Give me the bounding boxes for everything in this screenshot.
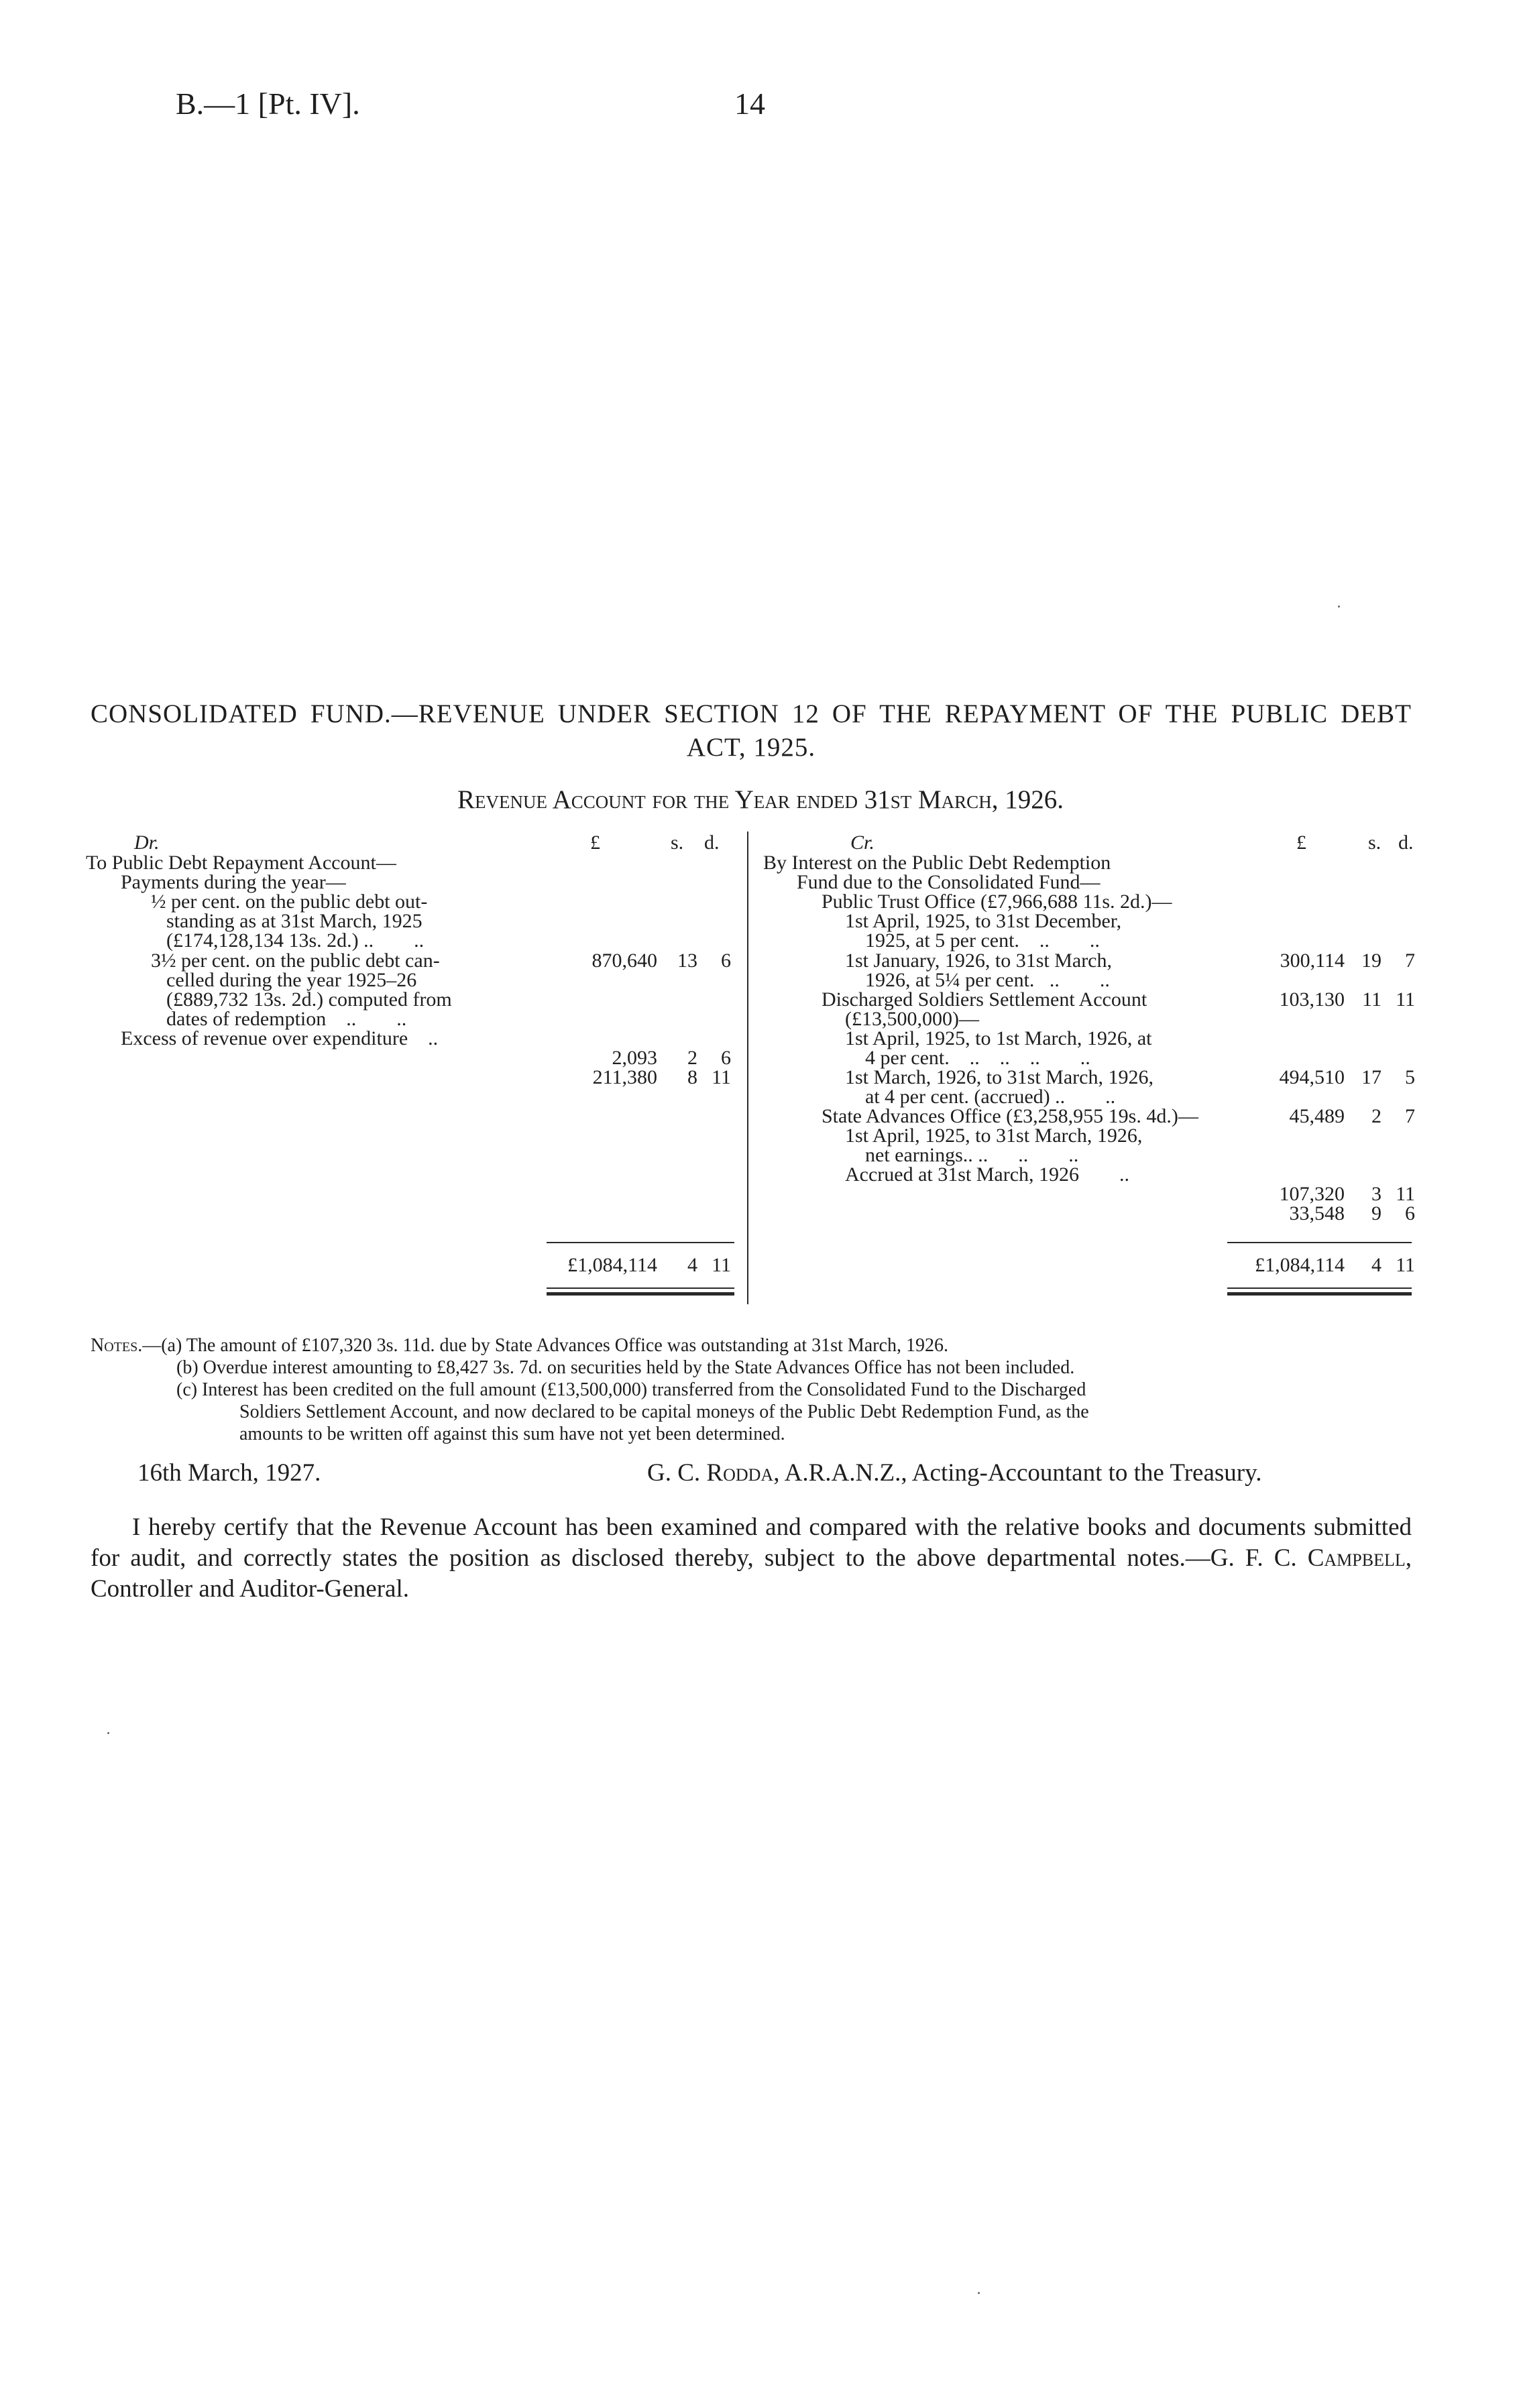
cr-line: 1926, at 5¼ per cent. .. .. [865,969,1110,991]
dr-line: Payments during the year— [121,871,346,893]
cr-line: 1st March, 1926, to 31st March, 1926, [845,1066,1153,1088]
cr-line: State Advances Office (£3,258,955 19s. 4d.)— [822,1105,1198,1127]
note-line: (b) Overdue interest amounting to £8,427 3s. 7d. on securities held by the State Advances Office has not been included. [176,1357,1075,1378]
cr-pence-header: d. [1398,832,1414,854]
audit-certificate [91,1512,1412,1605]
signatory-name: G. C. Rodda [647,1459,774,1487]
cr-amount-shillings: 17 [1361,1066,1382,1088]
note-line: (c) Interest has been credited on the full amount (£13,500,000) transferred from the Consolidated Fund to the Discharged [176,1379,1086,1400]
dr-total-pounds: £1,084,114 [567,1254,657,1276]
dr-shillings-header: s. [671,832,684,854]
cr-amount-pence: 6 [1405,1202,1415,1224]
cr-amount-pence: 5 [1405,1066,1415,1088]
cr-line: net earnings.. .. .. .. [865,1144,1079,1166]
signature-date: 16th March, 1927. [137,1459,321,1487]
cr-amount-pounds: 103,130 [1279,988,1345,1011]
dr-amount-shillings: 8 [687,1066,697,1088]
account-subtitle: Revenue Account for the Year ended 31st March, 1926. [457,785,1064,814]
dr-line: ½ per cent. on the public debt out- [151,891,428,913]
cr-amount-shillings: 2 [1371,1105,1382,1127]
signature [647,1458,1261,1487]
dr-total-rule [547,1242,734,1243]
dr-amount-pounds: 2,093 [612,1047,657,1069]
cr-line: (£13,500,000)— [845,1008,979,1030]
dr-line: Excess of revenue over expenditure .. [121,1027,439,1049]
scan-speck [1338,606,1340,608]
cr-line: 1st January, 1926, to 31st March, [845,950,1112,972]
signatory-title: , A.R.A.N.Z., Acting-Accountant to the Treasury. [773,1459,1262,1487]
note-line: Soldiers Settlement Account, and now declared to be capital moneys of the Public Debt Redemption Fund, as the [239,1401,1089,1422]
cr-line: 1925, at 5 per cent. .. .. [865,929,1100,952]
dr-line: standing as at 31st March, 1925 [166,910,422,932]
cr-amount-pence: 7 [1405,1105,1415,1127]
cr-pounds-header: £ [1296,832,1306,854]
dr-amount-pounds: 211,380 [592,1066,657,1088]
dr-line: 3½ per cent. on the public debt can- [151,950,440,972]
dr-amount-pence: 6 [721,1047,731,1069]
dr-label: Dr. [134,832,160,854]
cr-total-pounds: £1,084,114 [1255,1254,1345,1276]
cr-amount-shillings: 9 [1371,1202,1382,1224]
dr-amount-shillings: 13 [677,950,697,972]
cr-total-rule [1227,1242,1412,1243]
page-number: 14 [734,87,765,121]
scan-speck [107,1732,109,1734]
cr-double-rule-bottom [1227,1292,1412,1296]
note-line: Notes.—(a) The amount of £107,320 3s. 11d. due by State Advances Office was outstanding at 31st March, 1926. [91,1335,948,1356]
cr-line: 1st April, 1925, to 31st March, 1926, [845,1125,1143,1147]
scan-speck [978,2292,980,2294]
cr-amount-shillings: 11 [1362,988,1382,1011]
certificate-text: I hereby certify that the Revenue Account has been examined and compared with the relative books and documents submitted for audit, and correctly states the position as disclosed thereby, subject to the above departmental notes.— [91,1513,1412,1572]
cr-total-pence: 11 [1396,1254,1415,1276]
cr-amount-pounds: 494,510 [1279,1066,1345,1088]
dr-amount-shillings: 2 [687,1047,697,1069]
cr-shillings-header: s. [1368,832,1382,854]
auditor-name: G. F. C. Campbell [1210,1544,1406,1572]
cr-amount-shillings: 19 [1361,950,1382,972]
dr-pence-header: d. [704,832,720,854]
cr-amount-pounds: 45,489 [1289,1105,1345,1127]
dr-pounds-header: £ [590,832,600,854]
dr-line: To Public Debt Repayment Account— [86,852,396,874]
dr-amount-pounds: 870,640 [592,950,657,972]
cr-line: 1st April, 1925, to 31st December, [845,910,1122,932]
dr-line: dates of redemption .. .. [166,1008,407,1030]
cr-line: at 4 per cent. (accrued) .. .. [865,1086,1116,1108]
cr-line: 4 per cent. .. .. .. .. [865,1047,1090,1069]
document-reference: B.—1 [Pt. IV]. [176,87,360,121]
dr-double-rule-top [547,1287,734,1289]
cr-amount-shillings: 3 [1371,1183,1382,1205]
cr-line: Accrued at 31st March, 1926 .. [845,1163,1130,1186]
dr-double-rule-bottom [547,1292,734,1296]
cr-line: 1st April, 1925, to 1st March, 1926, at [845,1027,1152,1049]
cr-double-rule-top [1227,1287,1412,1289]
dr-line: celled during the year 1925–26 [166,969,417,991]
cr-line: Fund due to the Consolidated Fund— [797,871,1101,893]
cr-line: Discharged Soldiers Settlement Account [822,988,1147,1011]
dr-line: (£889,732 13s. 2d.) computed from [166,988,452,1011]
page-title: CONSOLIDATED FUND.—REVENUE UNDER SECTION 12 OF THE REPAYMENT OF THE PUBLIC DEBT ACT, 1925. [91,699,1412,762]
cr-amount-pence: 7 [1405,950,1415,972]
dr-total-shillings: 4 [687,1254,697,1276]
cr-amount-pounds: 300,114 [1280,950,1345,972]
column-divider [747,832,748,1304]
dr-line: (£174,128,134 13s. 2d.) .. .. [166,929,425,952]
dr-amount-pence: 6 [721,950,731,972]
cr-amount-pence: 11 [1396,988,1415,1011]
cr-label: Cr. [850,832,875,854]
auditor-role: , Controller and Auditor-General. [91,1544,1412,1603]
cr-amount-pence: 11 [1396,1183,1415,1205]
cr-line: By Interest on the Public Debt Redemption [763,852,1111,874]
cr-line: Public Trust Office (£7,966,688 11s. 2d.)— [822,891,1172,913]
note-line: amounts to be written off against this sum have not yet been determined. [239,1424,785,1444]
dr-amount-pence: 11 [712,1066,731,1088]
notes-label: Notes. [91,1335,143,1356]
cr-amount-pounds: 33,548 [1289,1202,1345,1224]
cr-total-shillings: 4 [1371,1254,1382,1276]
dr-total-pence: 11 [712,1254,731,1276]
cr-amount-pounds: 107,320 [1279,1183,1345,1205]
